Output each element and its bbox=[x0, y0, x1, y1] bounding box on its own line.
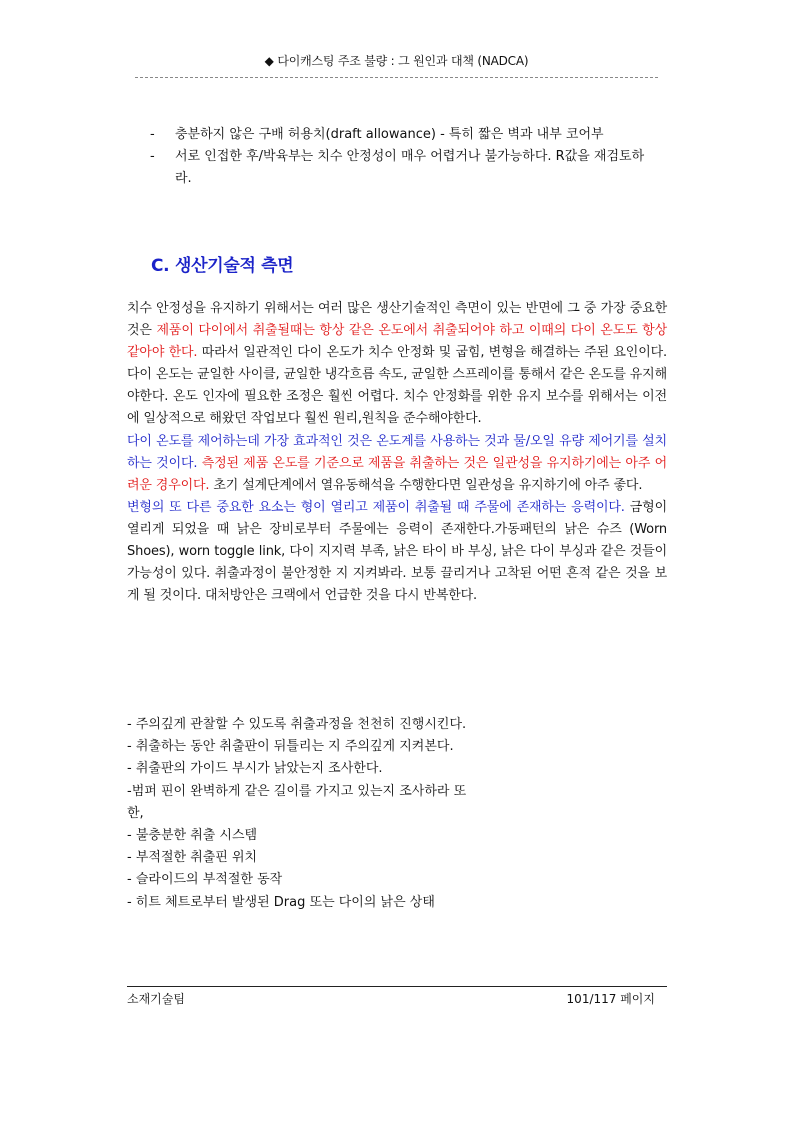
bullet-dash: - bbox=[150, 149, 155, 164]
highlight-blue-text: 변형의 또 다른 중요한 요소는 형이 열리고 제품이 취출될 때 주물에 존재하는 응력이다. bbox=[127, 499, 625, 515]
footer-page-number: 101/117 페이지 bbox=[566, 992, 655, 1006]
text-run: 치수 안정성을 유지하기 위해서는 여러 많은 생산기술적인 측면이 있는 반면에 그 중 가장 중요한 것은 bbox=[127, 301, 667, 339]
bullet-item bbox=[150, 146, 660, 190]
bullet-text: 서로 인접한 후/박육부는 치수 안정성이 매우 어렵거나 불가능하다. R값을 재검토하라. bbox=[175, 149, 645, 186]
section-heading: C. 생산기술적 측면 bbox=[151, 256, 294, 276]
footer-divider bbox=[127, 986, 667, 987]
highlight-blue-text: 다이 온도를 제어하는데 가장 효과적인 것은 온도계를 사용하는 것과 물/오일 유량 제어기를 설치하는 것이다. bbox=[127, 433, 667, 471]
bullet-text: 충분하지 않은 구배 허용치(draft allowance) - 특히 짧은 벽과 내부 코어부 bbox=[175, 127, 604, 142]
text-run: 따라서 일관적인 다이 온도가 치수 안정화 및 굽힘, 변형을 해결하는 주된 요인이다. 다이 온도는 균일한 사이클, 균일한 냉각흐름 속도, 균일한 스프레이를 통해서 같은 온도를 유지해야한다. 온도 인자에 필요한 조정은 훨씬 어렵다. 치수 안정화를 위한 유지 보수를 위해서는 이전에 일상적으로 해왔던 작업보다 훨씬 원리,원칙을 준수해야한다. bbox=[127, 345, 667, 427]
text-run: 금형이 열리게 되었을 때 낡은 장비로부터 주물에는 응력이 존재한다.가동패턴의 낡은 슈즈 (Worn Shoes), worn toggle link, 다이 지지력 부족, 낡은 타이 바 부싱, 낡은 다이 부싱과 같은 것들이 가능성이 있다. 취출과정이 불안정한 지 지켜봐라. 보통 끌리거나 고착된 어떤 흔적 같은 것을 보게 될 것이다. 대처방안은 크랙에서 언급한 것을 다시 반복한다. bbox=[127, 499, 667, 604]
text-run: 초기 설계단계에서 열유동해석을 수행한다면 일관성을 유지하기에 아주 좋다. bbox=[209, 477, 643, 493]
action-list bbox=[127, 714, 667, 914]
paragraph-dimensional-stability bbox=[127, 298, 667, 431]
body-paragraphs bbox=[127, 298, 667, 607]
list-item: -범퍼 핀이 완벽하게 같은 길이를 가지고 있는지 조사하라 또 bbox=[127, 783, 467, 799]
page-header: ◆ 다이캐스팅 주조 불량 : 그 원인과 대책 (NADCA) bbox=[264, 54, 529, 68]
list-item: - 취출하는 동안 취출판이 뒤틀리는 지 주의깊게 지켜본다. bbox=[127, 739, 454, 755]
list-item: - 취출판의 가이드 부시가 낡았는지 조사한다. bbox=[127, 761, 383, 777]
bullet-item bbox=[150, 124, 660, 146]
list-item: 한, bbox=[127, 805, 144, 821]
header-divider bbox=[135, 77, 658, 78]
paragraph-ejection-stress bbox=[127, 497, 667, 607]
bullet-list bbox=[150, 124, 660, 190]
list-item: - 히트 체트로부터 발생된 Drag 또는 다이의 낡은 상태 bbox=[127, 894, 435, 910]
footer-department: 소재기술팀 bbox=[127, 992, 185, 1006]
list-item: - 주의깊게 관찰할 수 있도록 취출과정을 천천히 진행시킨다. bbox=[127, 717, 467, 732]
highlight-red-text: 제품이 다이에서 취출될때는 항상 같은 온도에서 취출되어야 하고 이때의 다이 온도도 항상 같아야 한다. bbox=[127, 323, 667, 361]
list-item: - 슬라이드의 부적절한 동작 bbox=[127, 872, 283, 888]
paragraph-die-temperature-control bbox=[127, 431, 667, 497]
list-item: - 불충분한 취출 시스템 bbox=[127, 828, 258, 844]
list-item: - 부적절한 취출핀 위치 bbox=[127, 850, 258, 866]
highlight-red-text: 측정된 제품 온도를 기준으로 제품을 취출하는 것은 일관성을 유지하기에는 아주 어려운 경우이다. bbox=[127, 455, 667, 493]
bullet-dash: - bbox=[150, 127, 155, 142]
